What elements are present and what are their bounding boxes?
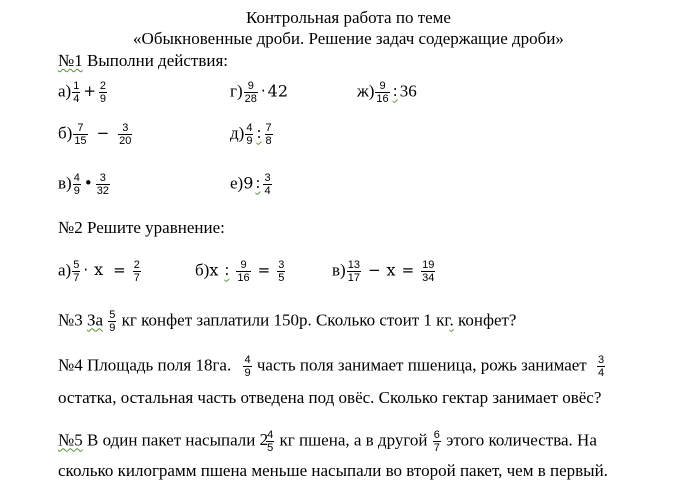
task2-number: №2 [58, 218, 83, 237]
denominator: 16 [237, 272, 250, 284]
fraction [375, 80, 389, 105]
item-label: а) [58, 260, 72, 280]
mixed-whole: 2 [259, 430, 269, 450]
item-label: е) [230, 173, 244, 193]
task2-heading-text: Решите уравнение: [86, 218, 225, 237]
task2-equation-b [195, 259, 286, 284]
variable: x [94, 260, 104, 280]
task1-item-b [58, 122, 133, 147]
denominator: 9 [246, 135, 253, 147]
task4-line-2: остатка, остальная часть отведена под овёс. Сколько гектар занимает овёс? [58, 388, 602, 407]
numerator: 2 [99, 80, 107, 92]
item-label: в) [332, 260, 346, 280]
task1-number: №1 [58, 51, 83, 70]
denominator: 9 [73, 185, 80, 197]
denominator: 5 [278, 272, 285, 284]
numerator: 4 [73, 172, 80, 184]
task2-equation-a [58, 259, 142, 284]
equals-sign: = [401, 261, 415, 280]
numerator: 4 [244, 354, 251, 366]
task5-line-2: сколько килограмм пшена меньше насыпали во второй пакет, чем в первый. [58, 461, 608, 480]
numerator: 5 [109, 309, 116, 321]
denominator: 9 [109, 322, 116, 334]
equals-sign: = [113, 261, 126, 280]
fraction [245, 122, 253, 147]
task1-item-e [230, 172, 273, 197]
numerator: 3 [99, 172, 106, 184]
task4-text-2: часть поля занимает пшеница, рожь занимает [256, 355, 587, 375]
numerator: 9 [240, 259, 247, 271]
fraction [72, 259, 80, 284]
fraction [277, 259, 285, 284]
task5-text-3: этого количества. На [446, 430, 597, 450]
task1-item-d [230, 122, 274, 147]
fraction [421, 259, 435, 284]
denominator: 9 [99, 93, 107, 105]
denominator: 7 [433, 442, 440, 454]
denominator: 32 [96, 185, 109, 197]
task1-item-zh [357, 80, 417, 105]
fraction [243, 354, 251, 379]
fraction [72, 80, 80, 105]
item-label: б) [195, 260, 210, 280]
operator: : [224, 261, 230, 280]
operator: : [392, 82, 398, 101]
number: 42 [267, 81, 289, 101]
denominator: 7 [133, 272, 140, 284]
task3-number: №3 [58, 310, 83, 330]
operator: · [83, 261, 89, 280]
fraction [266, 429, 274, 454]
numerator: 13 [347, 259, 360, 271]
numerator: 4 [246, 122, 253, 134]
numerator: 3 [122, 122, 129, 134]
item-label: а) [58, 81, 72, 101]
task5-number: №5 [58, 430, 83, 450]
item-label: д) [230, 123, 245, 143]
number: 36 [399, 81, 417, 101]
task1-item-g [230, 80, 288, 105]
numerator: 6 [433, 429, 440, 441]
denominator: 4 [73, 93, 80, 105]
fraction [244, 80, 258, 105]
task3 [58, 309, 516, 334]
item-label: б) [58, 123, 73, 143]
numerator: 3 [598, 354, 605, 366]
denominator: 34 [422, 272, 435, 284]
denominator: 7 [73, 272, 80, 284]
numerator: 7 [77, 122, 84, 134]
denominator: 28 [244, 93, 257, 105]
operator: · [260, 82, 266, 101]
numerator: 9 [247, 80, 254, 92]
variable: x [386, 260, 396, 280]
item-label: ж) [357, 81, 375, 101]
numerator: 19 [422, 259, 435, 271]
task5-text-2: кг пшена, а в другой [279, 430, 428, 450]
fraction [73, 172, 81, 197]
fraction [96, 172, 110, 197]
fraction [263, 172, 271, 197]
denominator: 17 [347, 272, 360, 284]
fraction [99, 80, 107, 105]
task3-text: кг конфет заплатили 150р. Сколько стоит 1 кг [121, 310, 450, 330]
title-line-1: Контрольная работа по теме [246, 8, 451, 27]
number: 9 [243, 173, 254, 193]
denominator: 20 [119, 135, 132, 147]
operator: − [367, 261, 381, 280]
denominator: 8 [265, 135, 272, 147]
variable: x [209, 260, 219, 280]
task1-item-a [58, 80, 108, 105]
equals-sign: = [257, 261, 271, 280]
operator: • [83, 174, 93, 193]
task1-heading [58, 51, 228, 71]
fraction [597, 354, 605, 379]
task1-heading-text: Выполни действия: [86, 51, 228, 70]
numerator: 7 [265, 122, 272, 134]
fraction [133, 259, 141, 284]
denominator: 4 [598, 367, 605, 379]
task5-line-1 [58, 429, 597, 454]
title-line-2: «Обыкновенные дроби. Решение задач содержащие дроби» [133, 29, 564, 48]
fraction [108, 309, 116, 334]
denominator: 5 [267, 442, 274, 454]
numerator: 4 [267, 429, 274, 441]
operator: : [256, 124, 262, 143]
fraction [433, 429, 441, 454]
denominator: 9 [244, 367, 251, 379]
task3-word: За [86, 310, 104, 330]
denominator: 16 [376, 93, 389, 105]
denominator: 15 [74, 135, 87, 147]
numerator: 5 [73, 259, 80, 271]
item-label: в) [58, 173, 72, 193]
numerator: 1 [73, 80, 80, 92]
numerator: 2 [133, 259, 140, 271]
fraction [118, 122, 132, 147]
fraction [73, 122, 87, 147]
fraction [236, 259, 250, 284]
task1-item-v [58, 172, 111, 197]
item-label: г) [230, 81, 243, 101]
task4-text-1: Площадь поля 18га. [86, 355, 232, 375]
task5-text-1: В один пакет насыпали [86, 430, 256, 450]
operator: + [83, 82, 96, 101]
numerator: 3 [264, 172, 271, 184]
task4-line-1 [58, 354, 606, 379]
fraction [347, 259, 361, 284]
denominator: 4 [264, 185, 271, 197]
task2-heading [58, 218, 225, 238]
operator: : [255, 174, 261, 193]
task3-dot: . [449, 310, 454, 330]
numerator: 3 [278, 259, 285, 271]
task2-equation-v [332, 259, 436, 284]
fraction [265, 122, 273, 147]
task4-number: №4 [58, 355, 83, 375]
task3-tail: конфет? [457, 310, 517, 330]
numerator: 9 [379, 80, 386, 92]
operator: − [96, 124, 110, 143]
